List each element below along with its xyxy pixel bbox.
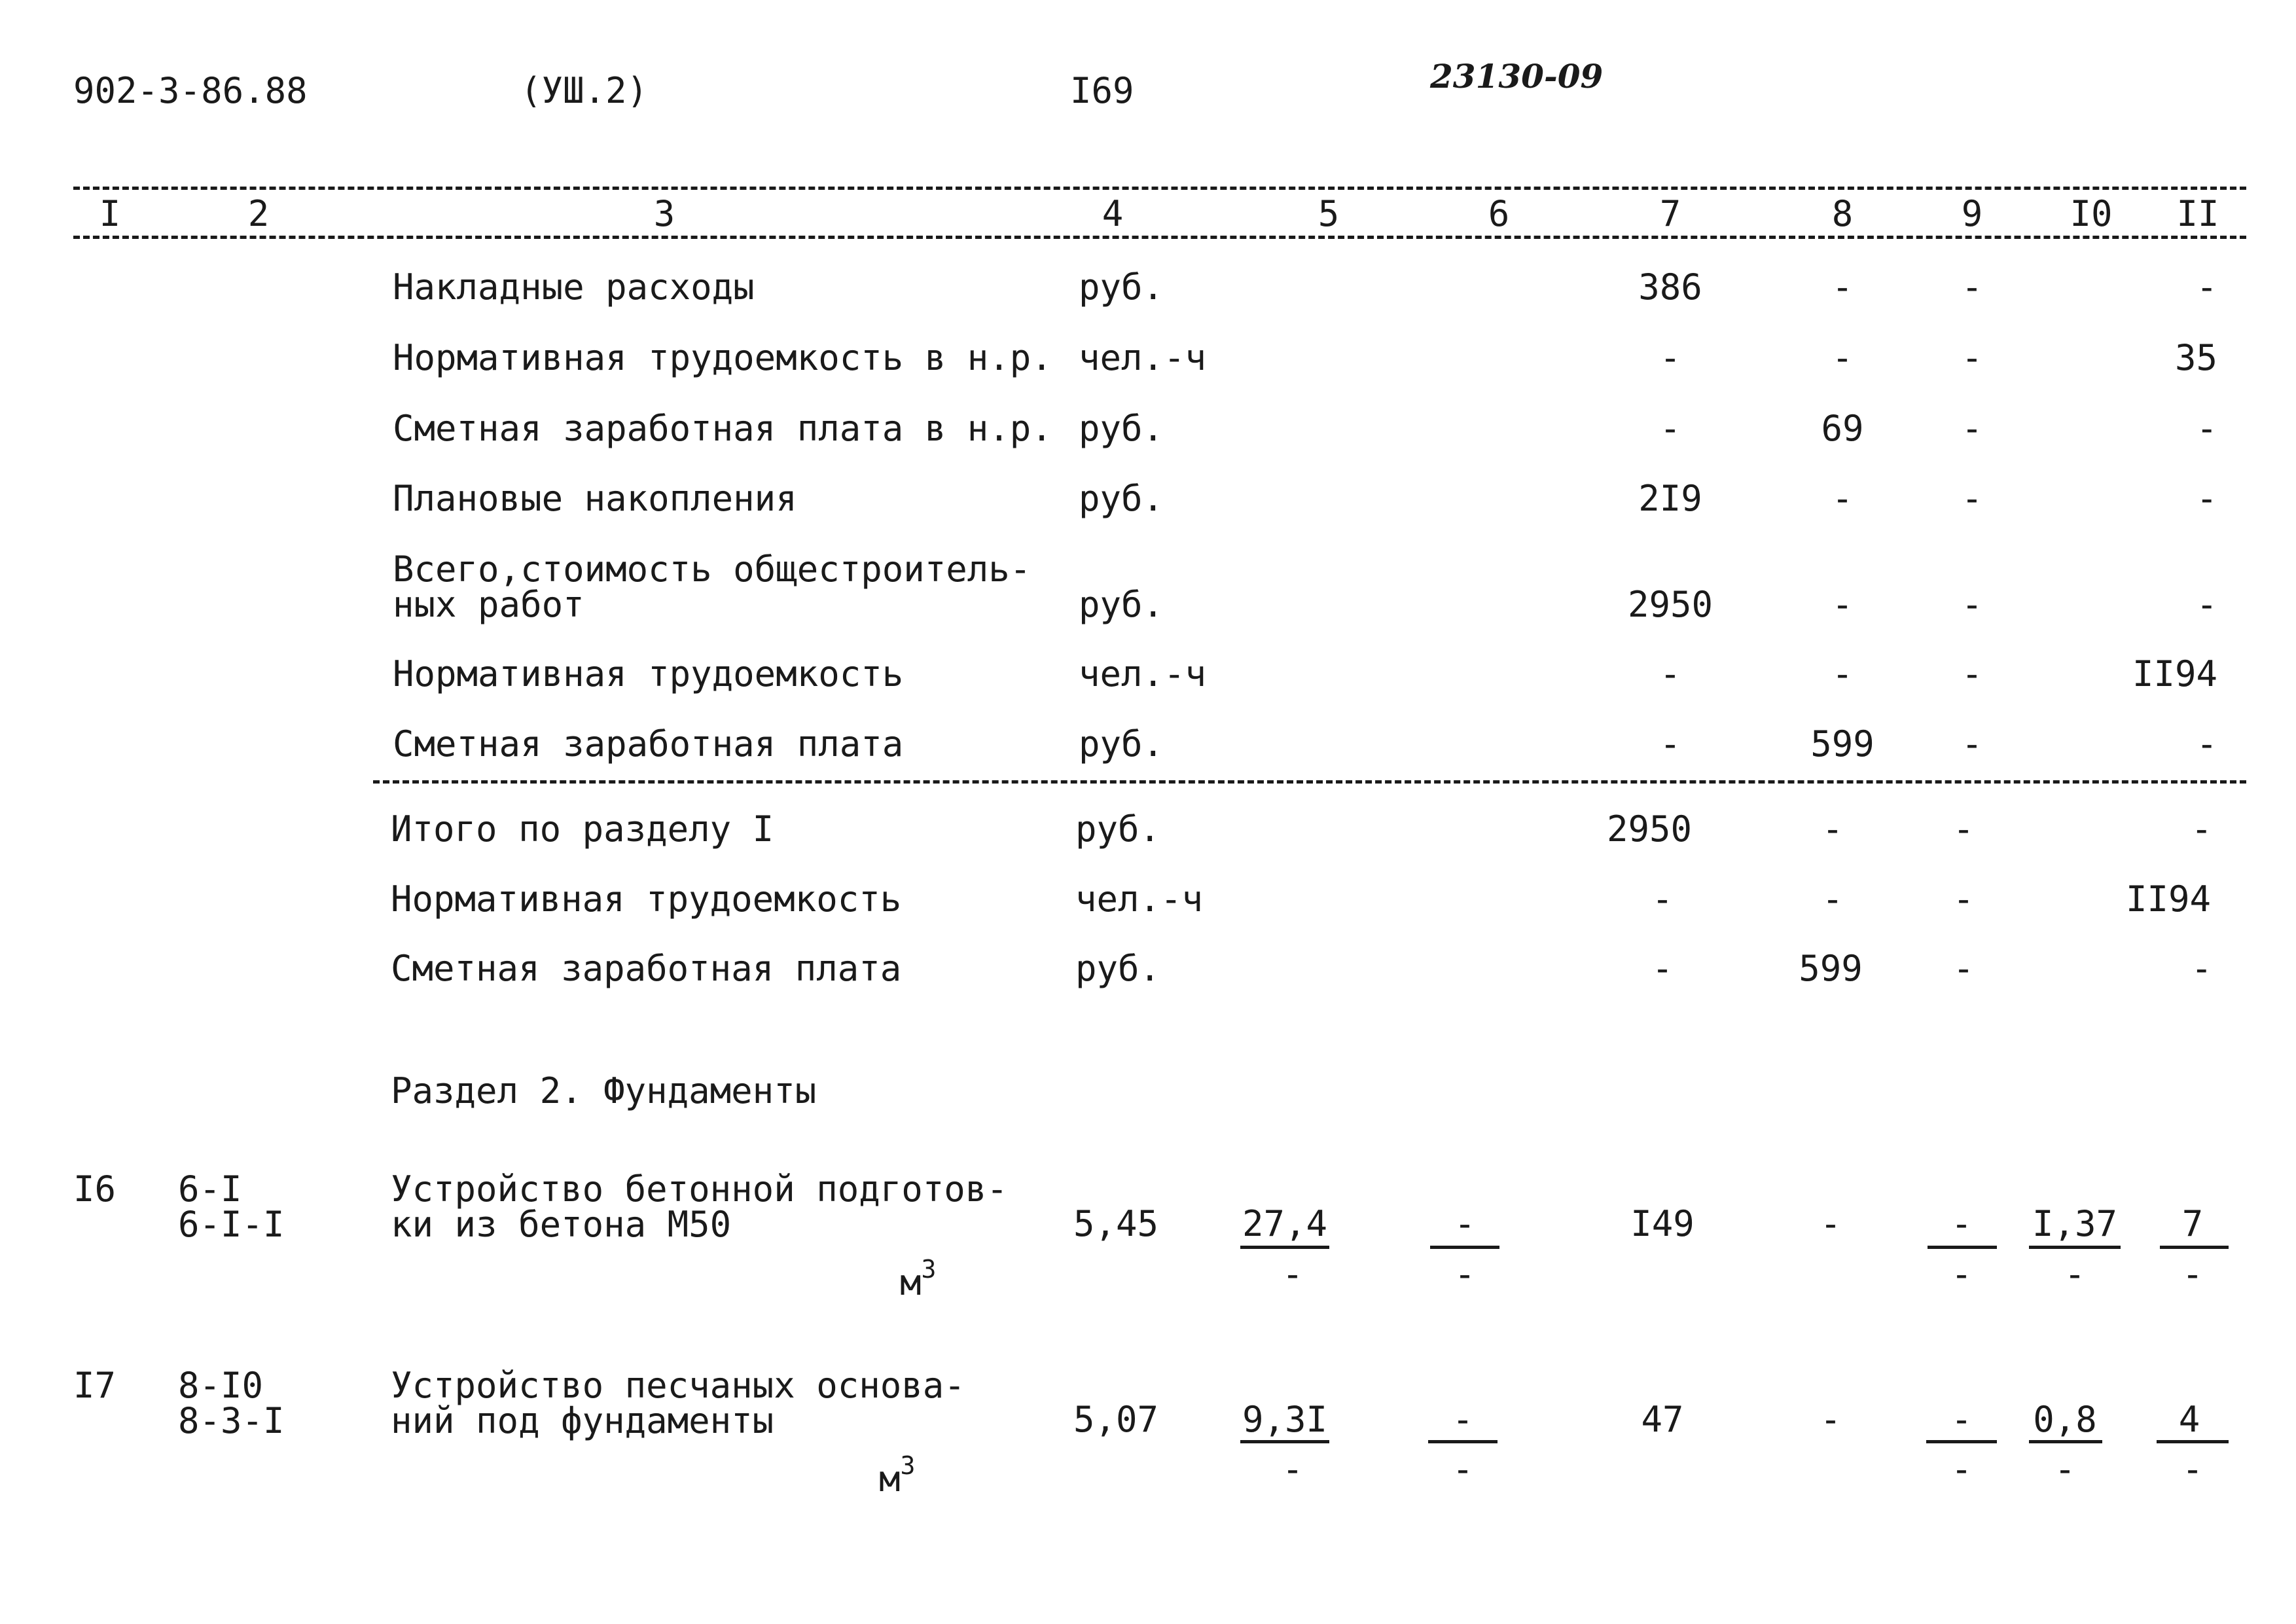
cell-col8: 69: [1821, 408, 1864, 449]
row-label: Сметная заработная плата: [393, 723, 904, 765]
cell-col10-bottom: -: [2054, 1449, 2076, 1490]
cell-col5-bottom: -: [1282, 1449, 1304, 1490]
row-label: Сметная заработная плата: [391, 948, 902, 989]
fraction-bar: [1926, 1440, 1997, 1443]
cell-col7: -: [1659, 337, 1681, 378]
cell-col11-top: 4: [2178, 1399, 2200, 1440]
row-label: Плановые накопления: [393, 478, 797, 519]
item-description: Устройство бетонной подготов- ки из бетона М50: [391, 1168, 1008, 1245]
cell-col11-bottom: -: [2181, 1449, 2204, 1490]
cell-col9: -: [1961, 584, 1983, 625]
row-unit: чел.-ч: [1075, 878, 1204, 920]
row-unit: руб.: [1079, 408, 1164, 449]
cell-col11: -: [2191, 808, 2212, 850]
row-unit: руб.: [1075, 808, 1161, 850]
cell-col9-top: -: [1950, 1399, 1973, 1440]
cell-col9: -: [1961, 408, 1983, 449]
row-unit: руб.: [1079, 266, 1164, 308]
cell-col8: -: [1831, 478, 1854, 519]
cell-col9: -: [1961, 337, 1983, 378]
cell-col8: -: [1831, 584, 1854, 625]
cell-col5-top: 27,4: [1242, 1203, 1328, 1244]
row-unit: руб.: [1075, 948, 1161, 989]
album-reference: (УШ.2): [520, 70, 649, 111]
fraction-bar: [2157, 1440, 2229, 1443]
row-label: Нормативная трудоемкость в н.р.: [393, 337, 1052, 378]
cell-col10-top: 0,8: [2033, 1399, 2097, 1440]
cell-col9: -: [1952, 808, 1975, 850]
inventory-stamp: 23130-09: [1430, 57, 1604, 96]
row-unit: руб.: [1079, 723, 1164, 765]
cell-col7: 2I9: [1638, 478, 1702, 519]
row-label: Итого по разделу I: [391, 808, 774, 850]
cell-col11: II94: [2132, 653, 2217, 695]
cell-col6-top: -: [1454, 1203, 1476, 1244]
cell-col8: -: [1821, 808, 1844, 850]
item-number: I6: [73, 1168, 117, 1210]
column-header-4: 4: [1102, 193, 1124, 234]
row-unit: чел.-ч: [1079, 337, 1207, 378]
cell-col8: 599: [1799, 948, 1863, 989]
fraction-bar: [2160, 1246, 2229, 1249]
cell-col7: -: [1659, 408, 1681, 449]
item-description: Устройство песчаных основа- ний под фундаменты: [391, 1365, 965, 1441]
document-code: 902-3-86.88: [73, 70, 308, 111]
item-unit: [900, 1257, 936, 1301]
item-unit: [879, 1451, 916, 1500]
cell-col11: -: [2196, 408, 2217, 449]
row-unit: чел.-ч: [1079, 653, 1207, 695]
row-label: Накладные расходы: [393, 266, 755, 308]
column-header-7: 7: [1659, 193, 1681, 234]
column-header-11: II: [2176, 193, 2219, 234]
cell-col9: -: [1961, 723, 1983, 765]
cell-col8: -: [1821, 878, 1844, 920]
cell-col8: -: [1831, 337, 1854, 378]
item-quantity: 5,45: [1073, 1203, 1159, 1244]
cell-col7: -: [1651, 878, 1674, 920]
row-unit: руб.: [1079, 584, 1164, 625]
fraction-bar: [1240, 1440, 1329, 1443]
cell-col9-bottom: -: [1950, 1449, 1973, 1490]
cell-col7: 47: [1641, 1399, 1684, 1440]
unit-exponent: 3: [921, 1255, 937, 1284]
cell-col10-bottom: -: [2064, 1254, 2086, 1295]
cell-col11: -: [2191, 948, 2212, 989]
cell-col11-top: 7: [2181, 1203, 2204, 1244]
cell-col11: -: [2196, 723, 2217, 765]
cell-col7: -: [1651, 948, 1674, 989]
column-header-3: 3: [653, 193, 675, 234]
unit-exponent: 3: [900, 1451, 916, 1480]
cell-col8: -: [1831, 266, 1854, 308]
cell-col9: -: [1961, 478, 1983, 519]
row-label: Нормативная трудоемкость: [391, 878, 902, 920]
cell-col11: -: [2196, 584, 2217, 625]
cell-col11: II94: [2125, 878, 2211, 920]
column-header-5: 5: [1318, 193, 1340, 234]
fraction-bar: [2029, 1246, 2121, 1249]
row-label: Нормативная трудоемкость: [393, 653, 904, 695]
cell-col9-bottom: -: [1950, 1254, 1973, 1295]
row-unit: руб.: [1079, 478, 1164, 519]
column-header-1: I: [99, 193, 121, 234]
fraction-bar: [1430, 1246, 1499, 1249]
item-number: I7: [73, 1365, 117, 1406]
row-label: Сметная заработная плата в н.р.: [393, 408, 1052, 449]
cell-col11-bottom: -: [2181, 1254, 2204, 1295]
item-code-secondary: 8-3-I: [178, 1400, 285, 1441]
item-code-secondary: 6-I-I: [178, 1204, 285, 1245]
cell-col9: -: [1961, 653, 1983, 695]
column-header-2: 2: [247, 193, 270, 234]
item-code-primary: 8-I0: [178, 1365, 264, 1406]
item-code-primary: 6-I: [178, 1168, 242, 1210]
fraction-bar: [1428, 1440, 1498, 1443]
cell-col6-top: -: [1452, 1399, 1474, 1440]
section-title: Раздел 2. Фундаменты: [391, 1070, 817, 1111]
cell-col7: 386: [1638, 266, 1702, 308]
column-header-10: I0: [2070, 193, 2113, 234]
cell-col7: I49: [1630, 1203, 1695, 1244]
cell-col7: 2950: [1627, 584, 1713, 625]
column-header-9: 9: [1961, 193, 1983, 234]
cell-col7: -: [1659, 653, 1681, 695]
fraction-bar: [2029, 1440, 2102, 1443]
page-number: I69: [1070, 70, 1134, 111]
cell-col6-bottom: -: [1452, 1449, 1474, 1490]
header-bottom-rule: [73, 236, 2246, 239]
cell-col5-top: 9,3I: [1242, 1399, 1328, 1440]
unit-base: м: [879, 1458, 901, 1500]
row-label: Всего,стоимость общестроитель- ных работ: [393, 549, 1031, 625]
cell-col9-top: -: [1950, 1203, 1973, 1244]
cell-col7: -: [1659, 723, 1681, 765]
cell-col6-bottom: -: [1454, 1254, 1476, 1295]
fraction-bar: [1240, 1246, 1329, 1249]
cell-col8: 599: [1810, 723, 1874, 765]
cell-col11: -: [2196, 266, 2217, 308]
cell-col8: -: [1820, 1203, 1842, 1244]
cell-col9: -: [1952, 878, 1975, 920]
column-header-6: 6: [1488, 193, 1510, 234]
header-top-rule: [73, 187, 2246, 190]
cell-col9: -: [1961, 266, 1983, 308]
cell-col5-bottom: -: [1282, 1254, 1304, 1295]
cell-col11: -: [2196, 478, 2217, 519]
section-divider-rule: [373, 780, 2246, 784]
cell-col10-top: I,37: [2032, 1203, 2118, 1244]
cell-col8: -: [1831, 653, 1854, 695]
column-header-8: 8: [1831, 193, 1854, 234]
unit-base: м: [900, 1262, 922, 1303]
cell-col8: -: [1820, 1399, 1842, 1440]
cell-col11: 35: [2174, 337, 2217, 378]
cell-col9: -: [1952, 948, 1975, 989]
item-quantity: 5,07: [1073, 1399, 1159, 1440]
fraction-bar: [1928, 1246, 1997, 1249]
cell-col7: 2950: [1606, 808, 1693, 850]
